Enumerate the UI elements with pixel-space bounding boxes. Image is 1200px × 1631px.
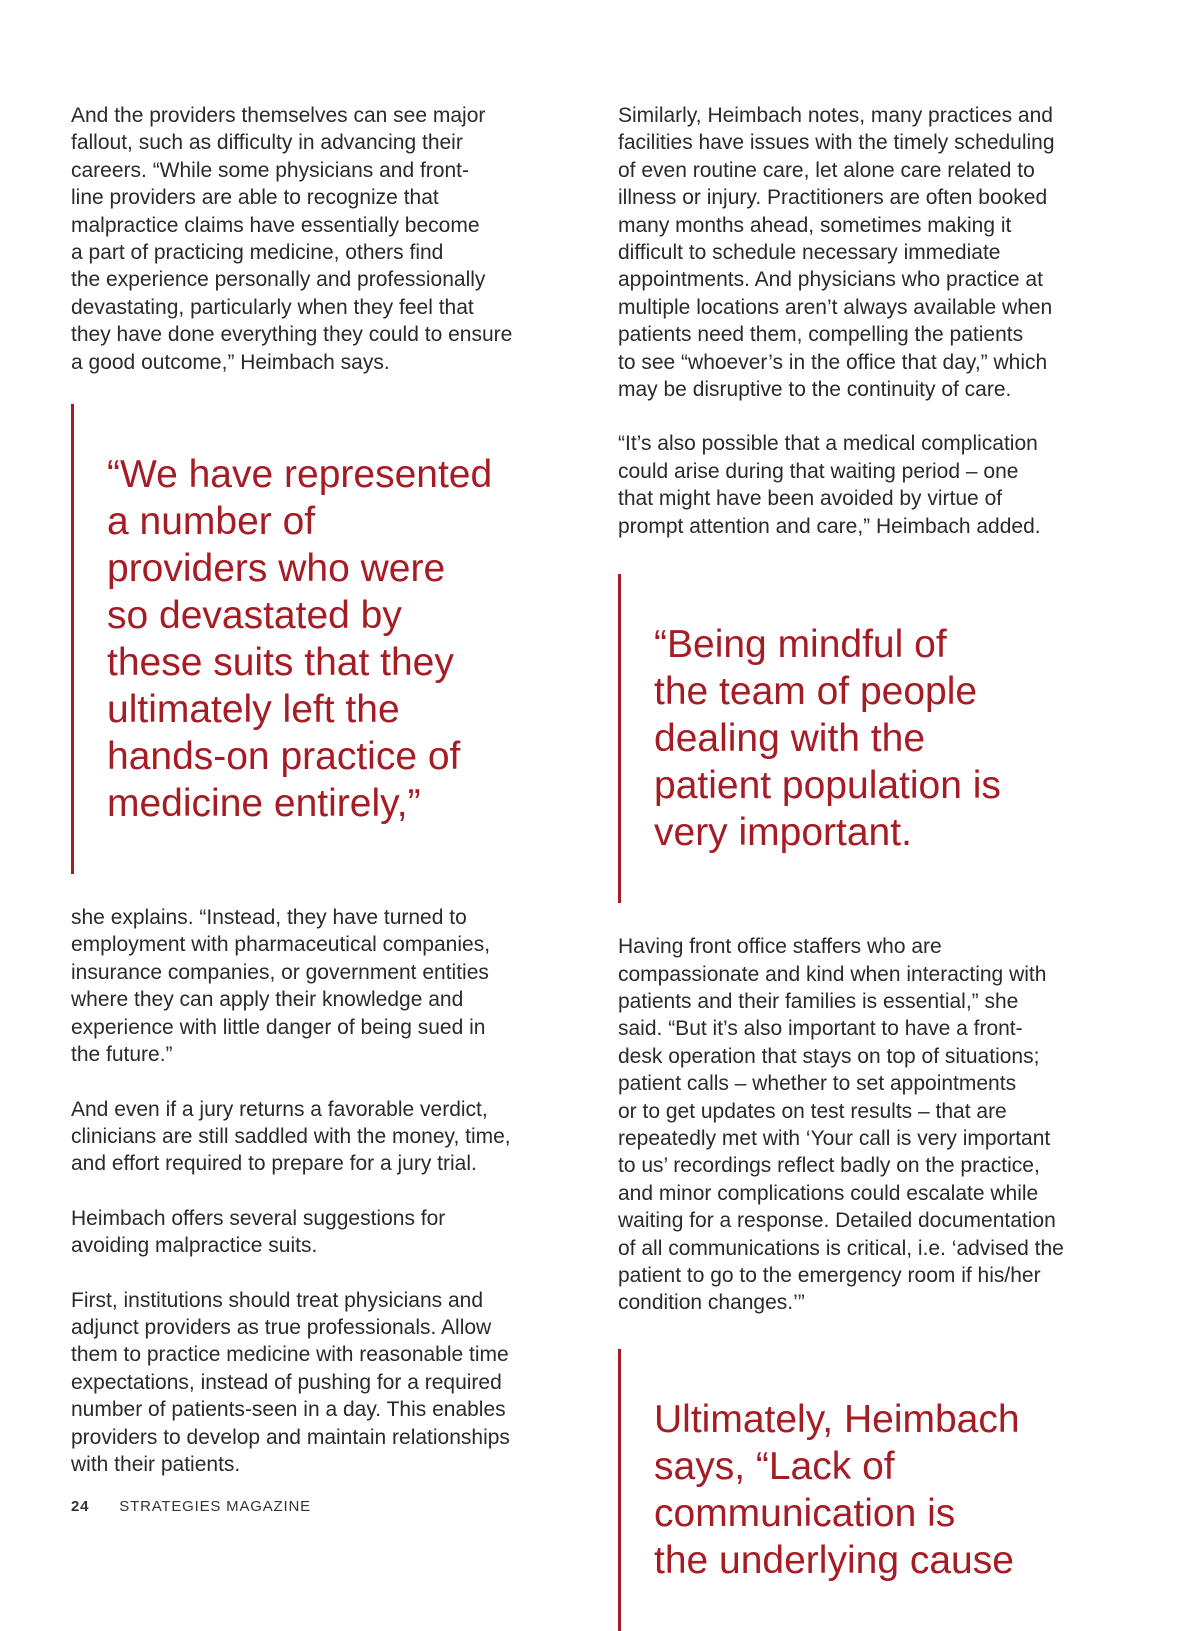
pull-quote-2 [618,574,1138,903]
page-number: 24 [71,1498,90,1515]
pull-quote-1 [71,404,586,874]
right-column [618,102,1138,1631]
pull-quote-1-text: “We have represented a number of providers who were so devastated by these suits that they ultimately left the hands-on practice of medicine entirely,” [107,453,493,826]
right-paragraph-2: “It’s also possible that a medical complication could arise during that waiting period – one that might have been avoided by virtue of prompt attention and care,” Heimbach added. [618,432,1041,538]
right-paragraph-3: Having front office staffers who are compassionate and kind when interacting with patients and their families is essential,” she said. “But it’s also important to have a front- desk operation that stays on top of situations; patient calls – whether to set appointments or to get updates on test results – that are repeatedly met with ‘Your call is very important to us’ recordings reflect badly on the practice, and minor complications could escalate while waiting for a response. Detailed documentation of all communications is critical, i.e. ‘advised the patient to go to the emergency room if his/her condition changes.’” [618,935,1064,1315]
page-footer [71,1498,311,1515]
pull-quote-3 [618,1349,1138,1631]
left-paragraph-5: First, institutions should treat physicians and adjunct providers as true professionals. Allow them to practice medicine with reasonable time expectations, instead of pushing for a required number of patients-seen in a day. This enables providers to develop and maintain relationships with their patients. [71,1288,510,1476]
right-paragraph-1: Similarly, Heimbach notes, many practices and facilities have issues with the timely scheduling of even routine care, let alone care related to illness or injury. Practitioners are often booked many months ahead, sometimes making it difficult to schedule necessary immediate appointments. And physicians who practice at multiple locations aren’t always available when patients need them, compelling the patients to see “whoever’s in the office that day,” which may be disruptive to the continuity of care. [618,104,1055,402]
left-paragraph-1: And the providers themselves can see major fallout, such as difficulty in advancing their careers. “While some physicians and front- line providers are able to recognize that malpractice claims have essentially become a part of practicing medicine, others find the experience personally and professionally devastating, particularly when they feel that they have done everything they could to ensure a good outcome,” Heimbach says. [71,104,513,374]
pull-quote-2-text: “Being mindful of the team of people dealing with the patient population is very important. [654,623,1001,855]
left-column [71,102,586,1478]
left-paragraph-3: And even if a jury returns a favorable verdict, clinicians are still saddled with the money, time, and effort required to prepare for a jury trial. [71,1097,511,1176]
left-paragraph-4: Heimbach offers several suggestions for avoiding malpractice suits. [71,1206,446,1258]
pull-quote-3-text: Ultimately, Heimbach says, “Lack of communication is the underlying cause [654,1397,1020,1582]
publication-name: STRATEGIES MAGAZINE [119,1498,311,1515]
left-paragraph-2: she explains. “Instead, they have turned to employment with pharmaceutical companies, insurance companies, or government entities where they can apply their knowledge and experience with little danger of being sued in the future.” [71,906,491,1067]
